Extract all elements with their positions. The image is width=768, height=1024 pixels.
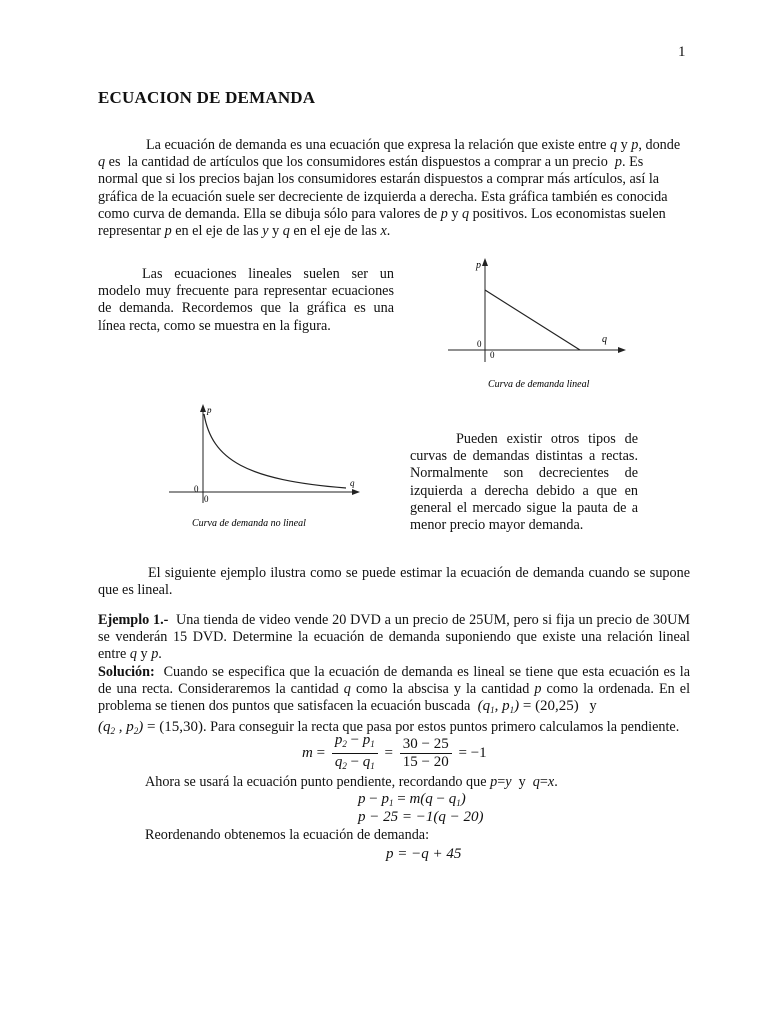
nonlinear-demand-chart	[166, 400, 366, 540]
linear-demand-chart	[440, 250, 630, 400]
chart-caption: Curva de demanda no lineal	[192, 518, 306, 529]
origin-label: 0	[204, 494, 209, 504]
p-axis-label: p	[476, 260, 481, 271]
solution-label: Solución:	[98, 663, 155, 680]
nonlinear-demand-curve	[204, 414, 346, 488]
point-slope-text: Ahora se usará la ecuación punto pendiente, recordando que p=y y q=x.	[145, 774, 558, 790]
chart-caption: Curva de demanda lineal	[488, 379, 590, 390]
page-title: ECUACION DE DEMANDA	[98, 88, 316, 107]
linear-paragraph: Las ecuaciones lineales suelen ser un modelo muy frecuente para representar ecuaciones de demanda. Recordemos que la gráfica es una línea recta, como se muestra en la figura.	[98, 266, 394, 334]
reorder-text: Reordenando obtenemos la ecuación de demanda:	[145, 827, 430, 843]
p-axis-label: p	[207, 405, 212, 415]
nonlinear-paragraph: Pueden existir otros tipos de curvas de demandas distintas a rectas. Normalmente son decrecientes de izquierda a derecha debido a que en general el mercado sigue la pauta de a menor precio mayor demanda.	[410, 431, 638, 534]
q-axis-arrow	[352, 489, 360, 495]
final-demand-equation: p = −q + 45	[386, 846, 462, 862]
example-intro-paragraph: El siguiente ejemplo ilustra como se puede estimar la ecuación de demanda cuando se supone que es lineal.	[98, 565, 690, 599]
origin-label: 0	[194, 484, 199, 494]
substituted-equation: p − 25 = −1(q − 20)	[358, 809, 484, 825]
intro-paragraph: La ecuación de demanda es una ecuación que expresa la relación que existe entre q y p, donde q es la cantidad de artículos que los consumidores están dispuestos a comprar a un precio p. Es normal que si los precios bajan los consumidores estarán dispuestos a comprar más artículos, así la gráfica de la ecuación suele ser decreciente de izquierda a derecha. Esta gráfica también es conocida como curva de demanda. Ella se dibuja sólo para valores de p y q positivos. Los economistas suelen representar p en el eje de las y y q en el eje de las x.	[98, 137, 681, 240]
page-number: 1	[678, 44, 686, 60]
p-axis-arrow	[482, 258, 488, 266]
example-paragraph: Ejemplo 1.- Una tienda de video vende 20 DVD a un precio de 25UM, pero si fija un precio de 30UM se venderán 15 DVD. Determine la ecuación de demanda suponiendo que existe una relación lineal entre q y p. Solución: Cuando se especifica que la ecuación de demanda es lineal se tiene que esta ecuación es la de una recta. Consideraremos la cantidad q como la abscisa y la cantidad p como la ordenada. En el problema se tienen dos puntos que satisfacen la ecuación buscada ($q_1$, $p_1) = (20,25)$ y ($q_2$ , $p_2) = (15,30)$. Para conseguir la recta que pasa por estos puntos primero calculamos la pendiente.	[98, 612, 691, 737]
point-slope-equation: $p - p_1 = m(q - q_1)$	[358, 791, 466, 808]
slope-equation: m = $\frac{p_2 - p_1}{q_2 - q_1}$ = $\frac{30 - 25}{15 - 20}$ = −1	[302, 732, 487, 771]
p-axis-arrow	[200, 404, 206, 412]
q-axis-arrow	[618, 347, 626, 353]
origin-label: 0	[490, 350, 495, 360]
q-axis-label: q	[602, 334, 607, 345]
q-axis-label: q	[350, 478, 355, 488]
origin-label: 0	[477, 339, 482, 349]
linear-demand-line	[485, 290, 580, 350]
example-label: Ejemplo 1.-	[98, 612, 169, 628]
